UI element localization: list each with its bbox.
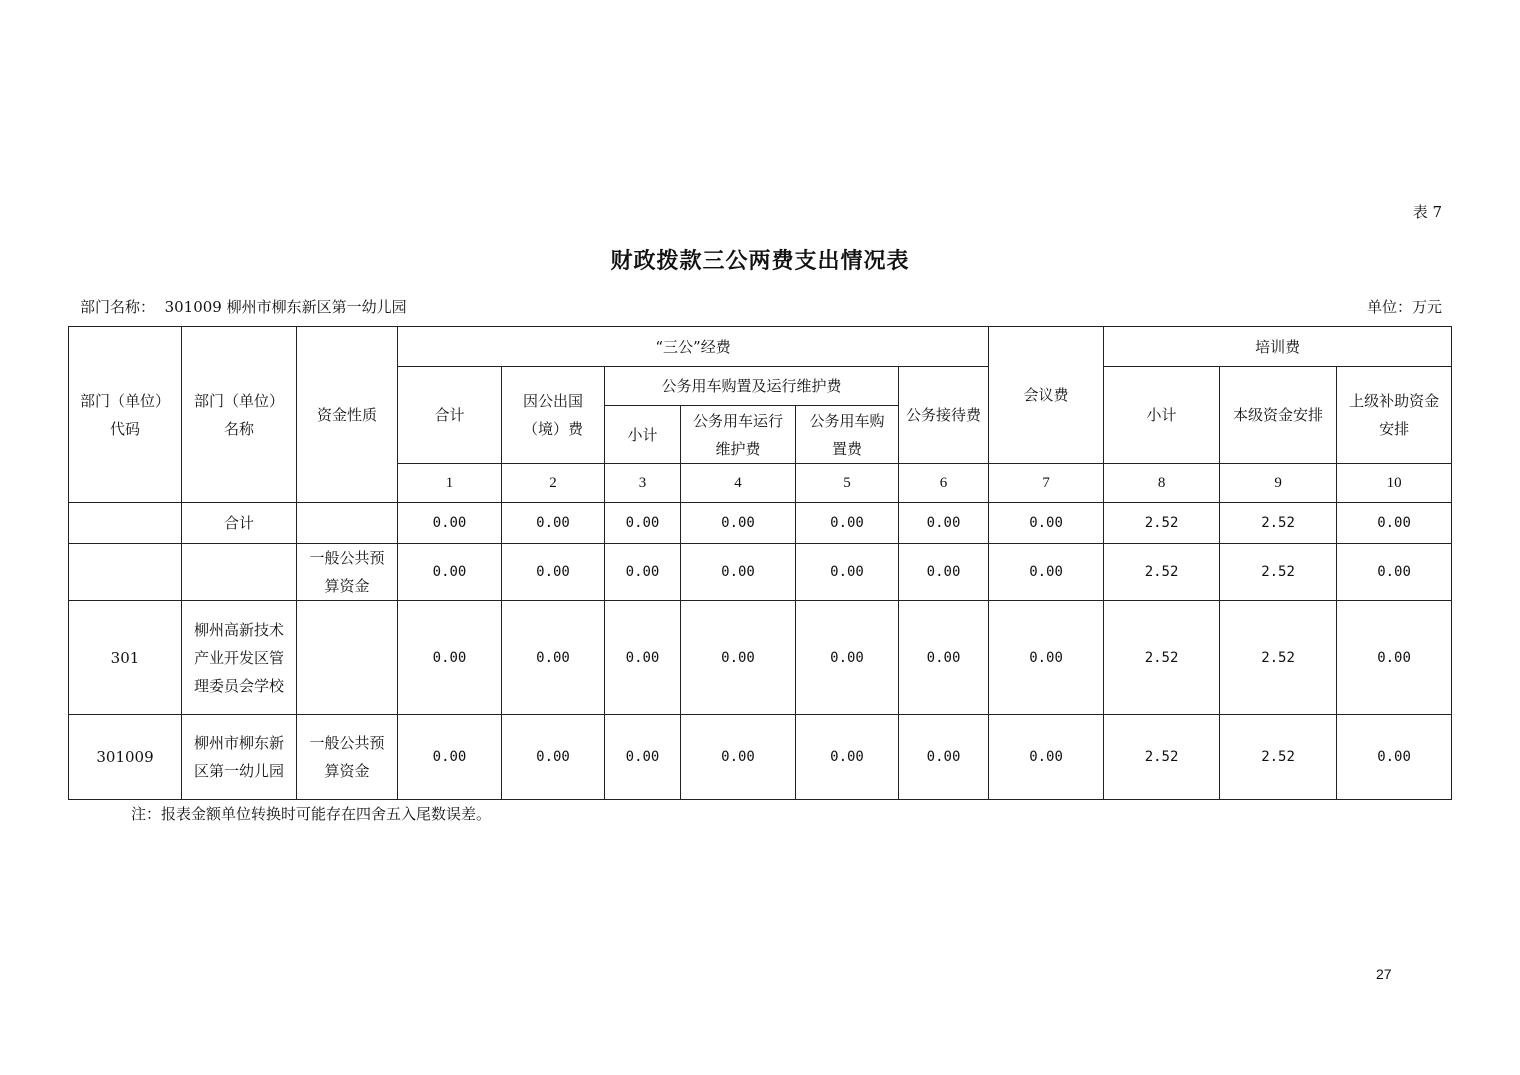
row-value: 0.00 xyxy=(398,601,502,715)
row-value: 0.00 xyxy=(502,715,605,800)
row-value: 0.00 xyxy=(398,503,502,544)
header-vehicle-running: 公务用车运行维护费 xyxy=(681,406,796,464)
header-name: 部门（单位）名称 xyxy=(182,327,297,503)
row-value: 2.52 xyxy=(1104,601,1220,715)
row-value: 0.00 xyxy=(899,715,989,800)
table-row xyxy=(69,544,1452,601)
row-name: 合计 xyxy=(182,503,297,544)
table-row xyxy=(69,601,1452,715)
column-number: 1 xyxy=(398,464,502,503)
row-name xyxy=(182,544,297,601)
row-value: 0.00 xyxy=(398,544,502,601)
row-value: 0.00 xyxy=(1337,715,1452,800)
row-value: 0.00 xyxy=(796,715,899,800)
row-code: 301009 xyxy=(69,715,182,800)
column-number: 9 xyxy=(1220,464,1337,503)
row-value: 0.00 xyxy=(1337,544,1452,601)
expense-table xyxy=(68,326,1452,800)
row-value: 0.00 xyxy=(605,715,681,800)
header-meeting: 会议费 xyxy=(989,327,1104,464)
row-value: 2.52 xyxy=(1104,715,1220,800)
row-value: 2.52 xyxy=(1104,503,1220,544)
unit-label: 单位：万元 xyxy=(1366,298,1442,316)
table-row xyxy=(69,503,1452,544)
row-value: 0.00 xyxy=(1337,503,1452,544)
row-value: 0.00 xyxy=(899,544,989,601)
header-training: 培训费 xyxy=(1104,327,1452,367)
row-value: 0.00 xyxy=(605,544,681,601)
row-value: 0.00 xyxy=(899,503,989,544)
row-value: 0.00 xyxy=(681,503,796,544)
row-value: 2.52 xyxy=(1220,544,1337,601)
column-number: 4 xyxy=(681,464,796,503)
row-value: 0.00 xyxy=(605,503,681,544)
row-value: 0.00 xyxy=(796,544,899,601)
row-value: 2.52 xyxy=(1220,715,1337,800)
row-value: 0.00 xyxy=(796,601,899,715)
row-code xyxy=(69,503,182,544)
column-number: 8 xyxy=(1104,464,1220,503)
row-name: 柳州市柳东新区第一幼儿园 xyxy=(182,715,297,800)
table-number: 表 7 xyxy=(1412,203,1442,221)
row-fund-type: 一般公共预算资金 xyxy=(297,715,398,800)
row-value: 0.00 xyxy=(989,715,1104,800)
table-row xyxy=(69,715,1452,800)
column-number: 7 xyxy=(989,464,1104,503)
column-number: 6 xyxy=(899,464,989,503)
row-value: 0.00 xyxy=(796,503,899,544)
row-fund-type xyxy=(297,601,398,715)
header-vehicle: 公务用车购置及运行维护费 xyxy=(605,367,899,406)
header-reception: 公务接待费 xyxy=(899,367,989,464)
department-label: 部门名称： xyxy=(80,298,156,316)
header-row-1 xyxy=(69,327,1452,367)
column-number: 5 xyxy=(796,464,899,503)
row-value: 0.00 xyxy=(989,601,1104,715)
row-value: 0.00 xyxy=(502,601,605,715)
header-abroad: 因公出国（境）费 xyxy=(502,367,605,464)
row-value: 0.00 xyxy=(899,601,989,715)
header-code: 部门（单位）代码 xyxy=(69,327,182,503)
row-value: 0.00 xyxy=(1337,601,1452,715)
header-train-superior: 上级补助资金安排 xyxy=(1337,367,1452,464)
column-number: 2 xyxy=(502,464,605,503)
row-name: 柳州高新技术产业开发区管理委员会学校 xyxy=(182,601,297,715)
row-value: 0.00 xyxy=(605,601,681,715)
row-value: 0.00 xyxy=(989,503,1104,544)
row-value: 0.00 xyxy=(502,503,605,544)
column-number: 3 xyxy=(605,464,681,503)
header-fund-type: 资金性质 xyxy=(297,327,398,503)
row-fund-type xyxy=(297,503,398,544)
row-value: 2.52 xyxy=(1220,503,1337,544)
header-vehicle-subtotal: 小计 xyxy=(605,406,681,464)
row-code: 301 xyxy=(69,601,182,715)
row-value: 0.00 xyxy=(681,601,796,715)
row-value: 2.52 xyxy=(1104,544,1220,601)
row-fund-type: 一般公共预算资金 xyxy=(297,544,398,601)
header-sangong: “三公”经费 xyxy=(398,327,989,367)
row-value: 0.00 xyxy=(989,544,1104,601)
header-train-subtotal: 小计 xyxy=(1104,367,1220,464)
page-number: 27 xyxy=(1376,966,1392,982)
header-train-own: 本级资金安排 xyxy=(1220,367,1337,464)
footnote: 注：报表金额单位转换时可能存在四舍五入尾数误差。 xyxy=(131,805,492,823)
header-total: 合计 xyxy=(398,367,502,464)
row-value: 2.52 xyxy=(1220,601,1337,715)
row-code xyxy=(69,544,182,601)
department-value: 301009 柳州市柳东新区第一幼儿园 xyxy=(164,298,407,316)
row-value: 0.00 xyxy=(502,544,605,601)
department-line xyxy=(80,296,407,317)
header-vehicle-purchase: 公务用车购置费 xyxy=(796,406,899,464)
column-number: 10 xyxy=(1337,464,1452,503)
row-value: 0.00 xyxy=(398,715,502,800)
row-value: 0.00 xyxy=(681,544,796,601)
page-title: 财政拨款三公两费支出情况表 xyxy=(610,248,910,274)
row-value: 0.00 xyxy=(681,715,796,800)
